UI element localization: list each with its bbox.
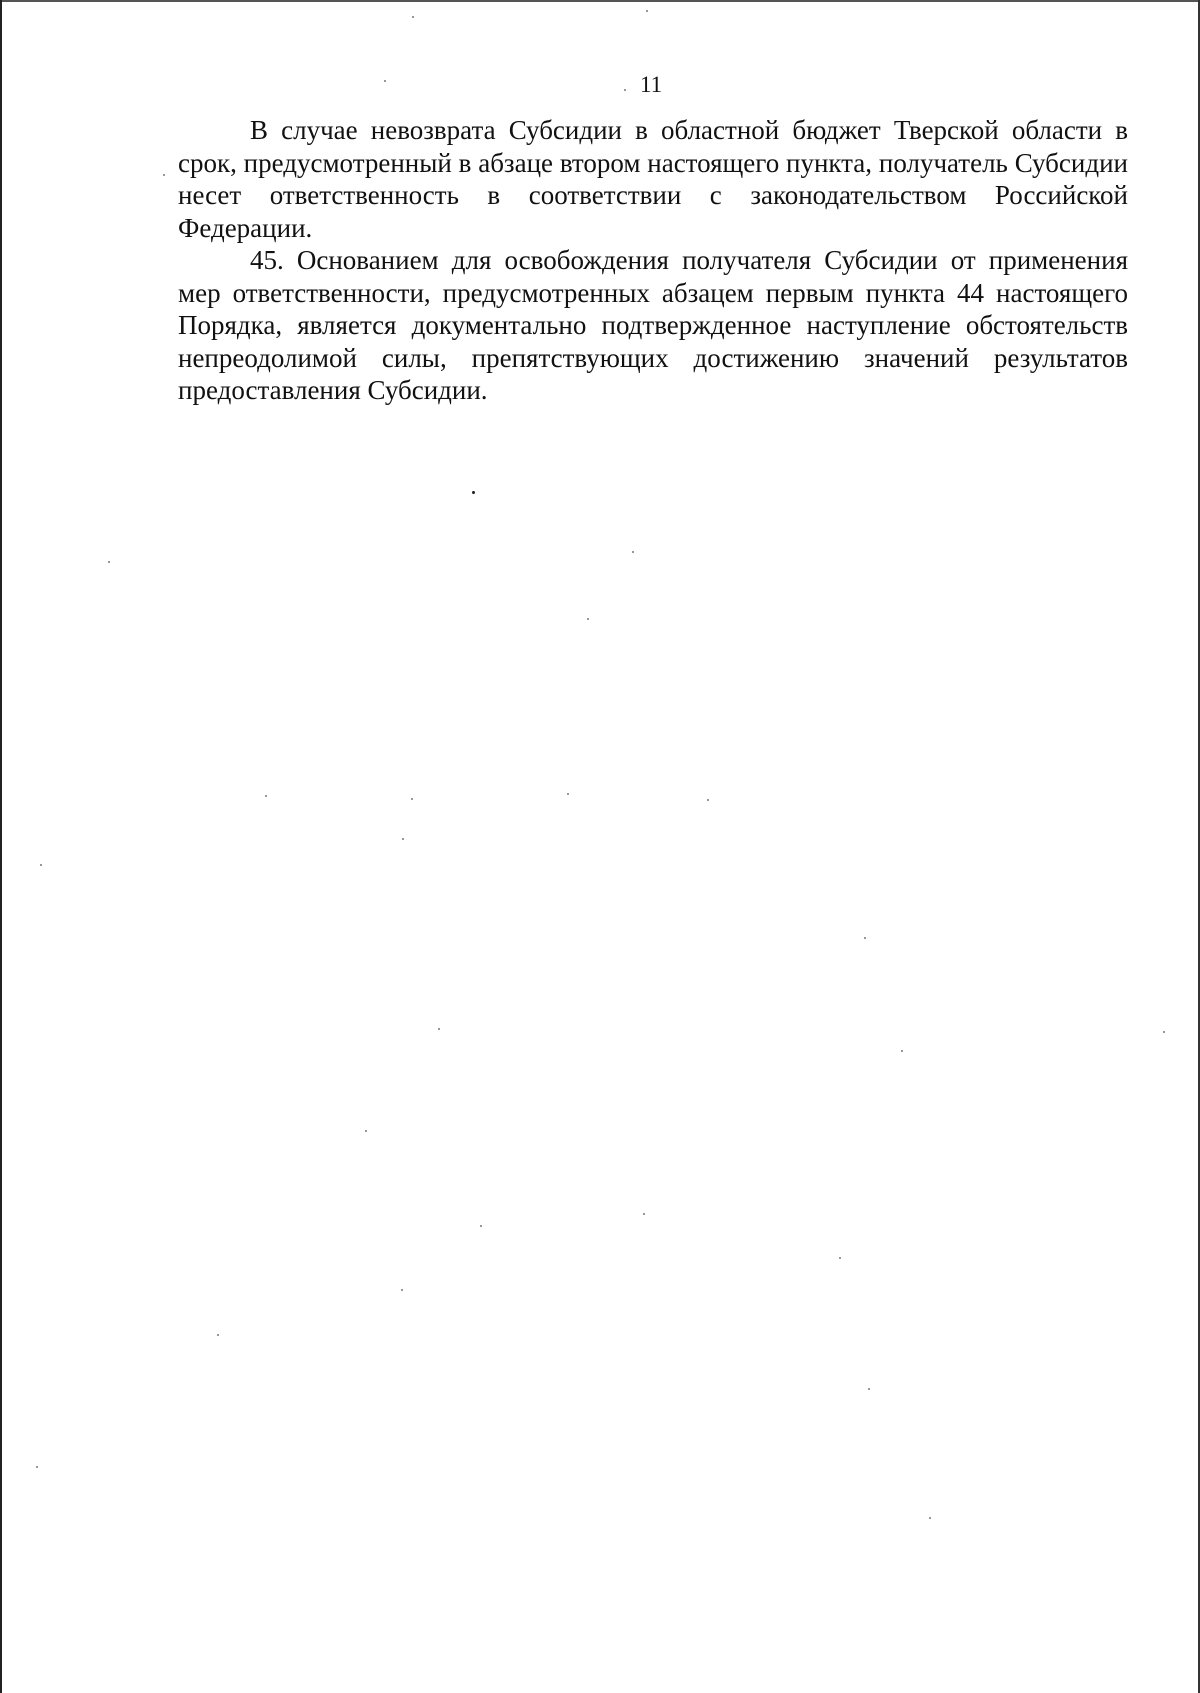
scan-speck [40,864,42,866]
scan-speck [707,799,709,801]
scan-speck [587,618,589,620]
paragraph-45-force-majeure: 45. Основанием для освобождения получателя Субсидии от применения мер ответственности, предусмотренных абзацем первым пункта 44 настоящего Порядка, является документально подтвержденное наступление обстоятельств непреодолимой силы, препятствующих достижению значений результатов предоставления Субсидии. [178,245,1128,405]
scan-speck [265,795,267,797]
scan-speck [567,793,569,795]
scan-speck [632,551,634,553]
scan-speck [412,16,414,18]
page-number: 11 [640,72,663,97]
scan-speck [384,80,386,82]
scan-speck [401,1289,403,1291]
scan-speck [217,1334,219,1336]
scan-speck [402,838,404,840]
scan-speck [624,89,626,91]
scan-speck [868,1388,870,1390]
scan-edge-top [0,0,1200,2]
scan-speck [472,491,475,494]
scan-speck [1163,1031,1165,1033]
scan-speck [864,937,866,939]
scan-speck [646,10,648,12]
paragraph-non-return-liability: В случае невозврата Субсидии в областной бюджет Тверской области в срок, предусмотренный в абзаце втором настоящего пункта, получатель Субсидии несет ответственность в соответствии с законодательством Российской Федерации. [178,115,1128,243]
scan-speck [411,798,413,800]
scan-speck [365,1130,367,1132]
scan-speck [839,1257,841,1259]
scan-speck [163,174,165,176]
scan-speck [480,1225,482,1227]
scan-edge-left [0,0,2,1693]
scan-speck [643,1213,645,1215]
scan-speck [929,1517,931,1519]
document-body [178,114,1128,407]
scan-speck [36,1466,38,1468]
scan-speck [108,561,110,563]
scan-speck [901,1050,903,1052]
scan-speck [438,1028,440,1030]
